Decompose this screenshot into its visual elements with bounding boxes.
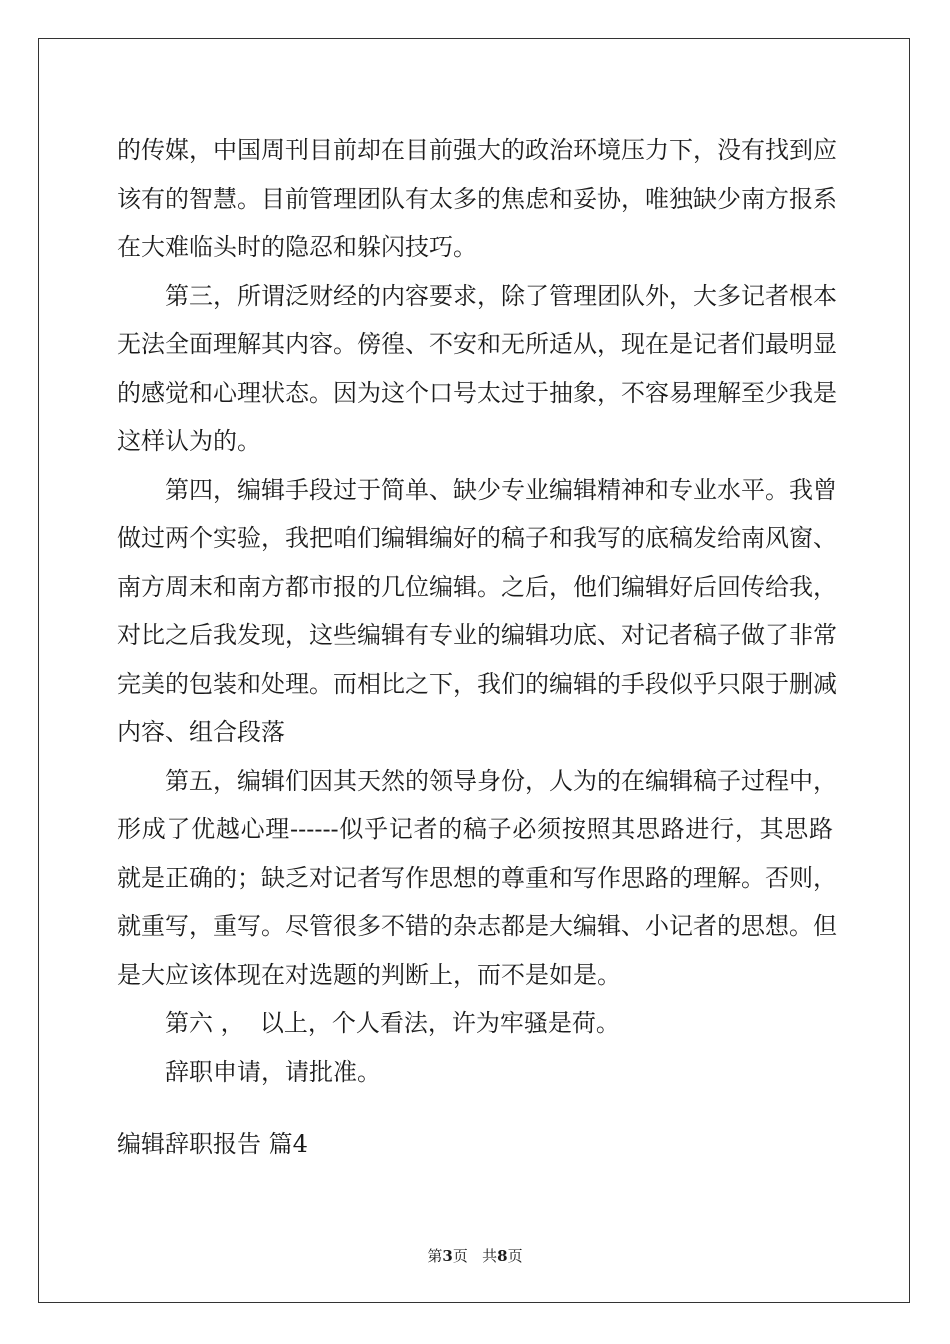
document-body bbox=[117, 126, 837, 1096]
text-line: 该有的智慧。目前管理团队有太多的焦虑和妥协，唯独缺少南方报系 bbox=[117, 184, 837, 213]
page-footer bbox=[0, 1245, 950, 1266]
paragraph bbox=[117, 1048, 833, 1097]
paragraph bbox=[117, 466, 837, 757]
text-line: 就是正确的；缺乏对记者写作思想的尊重和写作思路的理解。否则， bbox=[117, 863, 837, 892]
text-line: 的传媒，中国周刊目前却在目前强大的政治环境压力下，没有找到应 bbox=[117, 136, 837, 164]
text-line: 第四，编辑手段过于简单、缺少专业编辑精神和专业水平。我曾 bbox=[165, 475, 837, 504]
page-label-suffix: 页 bbox=[507, 1247, 523, 1265]
paragraph bbox=[117, 999, 833, 1048]
page-label-prefix: 第 bbox=[427, 1247, 443, 1265]
section-heading-wrap bbox=[117, 1120, 833, 1169]
current-page-number: 3 bbox=[442, 1247, 453, 1265]
text-line: 的感觉和心理状态。因为这个口号太过于抽象，不容易理解至少我是 bbox=[117, 378, 837, 407]
total-page-number: 8 bbox=[497, 1247, 508, 1265]
text-line: 就重写，重写。尽管很多不错的杂志都是大编辑、小记者的思想。但 bbox=[117, 912, 837, 940]
text-line: 南方周末和南方都市报的几位编辑。之后，他们编辑好后回传给我， bbox=[117, 572, 837, 601]
text-line: 做过两个实验，我把咱们编辑编好的稿子和我写的底稿发给南风窗、 bbox=[117, 524, 837, 552]
paragraph bbox=[117, 126, 837, 272]
page-label-mid: 页 共 bbox=[452, 1247, 498, 1265]
text-line: 第六 ， 以上，个人看法，许为牢骚是荷。 bbox=[165, 1009, 620, 1037]
text-line: 这样认为的。 bbox=[117, 427, 261, 455]
text-line: 形成了优越心理------似乎记者的稿子必须按照其思路进行，其思路 bbox=[117, 815, 833, 843]
text-line: 完美的包装和处理。而相比之下，我们的编辑的手段似乎只限于删减 bbox=[117, 669, 837, 698]
text-line: 辞职申请，请批准。 bbox=[165, 1057, 381, 1086]
text-line: 是大应该体现在对选题的判断上，而不是如是。 bbox=[117, 960, 621, 989]
text-line: 第五，编辑们因其天然的领导身份，人为的在编辑稿子过程中， bbox=[165, 766, 837, 795]
text-line: 第三，所谓泛财经的内容要求，除了管理团队外，大多记者根本 bbox=[165, 281, 837, 310]
section-heading: 编辑辞职报告 篇4 bbox=[117, 1130, 308, 1158]
text-line: 无法全面理解其内容。傍徨、不安和无所适从，现在是记者们最明显 bbox=[117, 330, 837, 358]
paragraph bbox=[117, 757, 837, 1000]
text-line: 对比之后我发现，这些编辑有专业的编辑功底、对记者稿子做了非常 bbox=[117, 621, 837, 649]
text-line: 内容、组合段落 bbox=[117, 718, 285, 746]
paragraph bbox=[117, 272, 837, 466]
text-line: 在大难临头时的隐忍和躲闪技巧。 bbox=[117, 233, 477, 261]
